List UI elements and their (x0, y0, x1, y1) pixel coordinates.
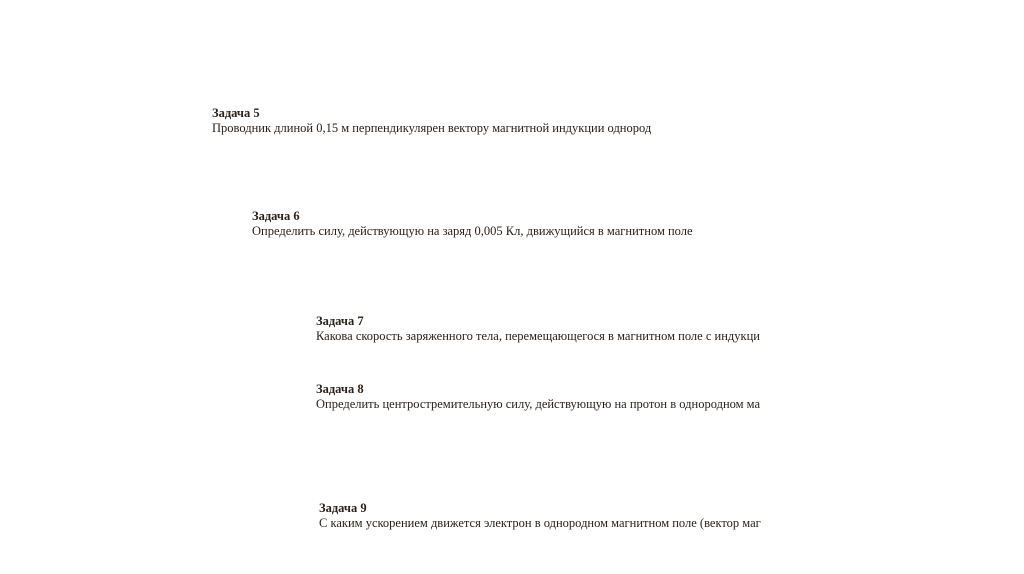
task-6-text: Определить силу, действующую на заряд 0,005 Кл, движущийся в магнитном поле (252, 224, 693, 238)
task-6 (252, 209, 707, 239)
task-7-title: Задача 7 (316, 314, 364, 328)
task-9-text: С каким ускорением движется электрон в однородном магнитном поле (вектор маг (319, 516, 761, 530)
task-5-title: Задача 5 (212, 106, 260, 120)
task-5 (212, 106, 665, 136)
task-6-title: Задача 6 (252, 209, 300, 223)
task-9 (319, 501, 774, 531)
task-8 (316, 382, 770, 412)
task-8-text: Определить центростремительную силу, действующую на протон в однородном ма (316, 397, 761, 411)
task-9-title: Задача 9 (319, 501, 367, 515)
task-7-text: Какова скорость заряженного тела, перемещающегося в магнитном поле с индукци (316, 329, 760, 343)
task-7 (316, 314, 770, 344)
task-8-title: Задача 8 (316, 382, 364, 396)
task-5-text: Проводник длиной 0,15 м перпендикулярен вектору магнитной индукции однород (212, 121, 652, 135)
